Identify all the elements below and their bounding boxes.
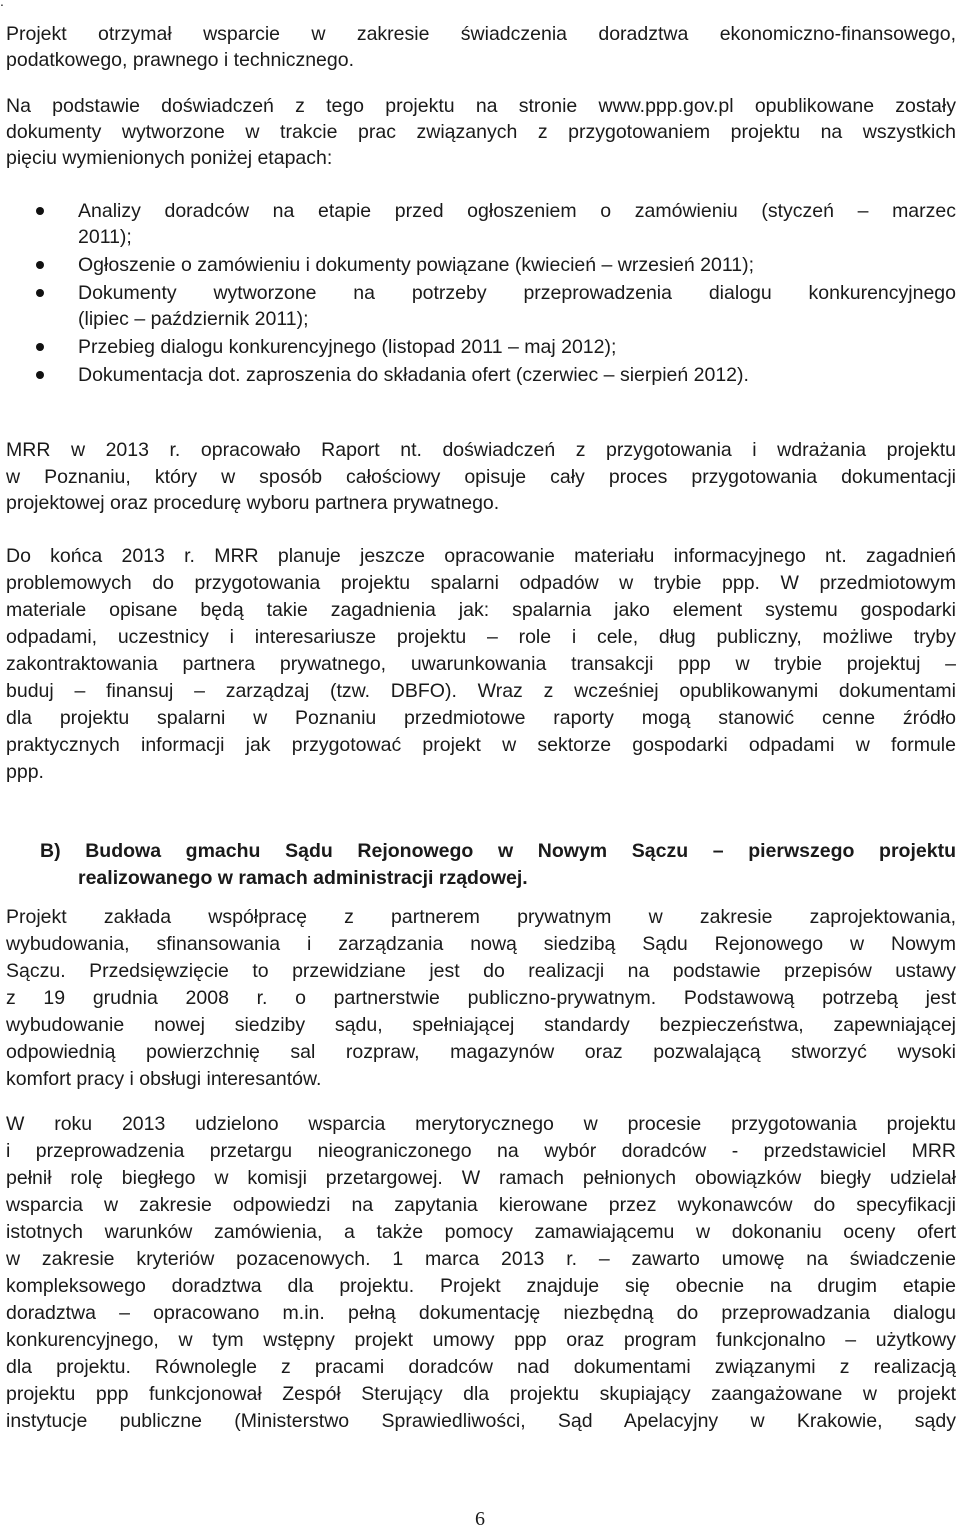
para3-line-1: MRR w 2013 r. opracowało Raport nt. doświadczeń z przygotowania i wdrażania projektu xyxy=(6,439,956,461)
para2-line-2: dokumenty wytworzone w trakcie prac związanych z przygotowaniem projektu na wszystkich xyxy=(6,121,956,143)
bullet-icon xyxy=(36,289,44,297)
para5-line-6: odpowiednią powierzchnię sal rozpraw, magazynów oraz pozwalającą stworzyć wysoki xyxy=(6,1041,956,1063)
para5-line-3: Sączu. Przedsięwzięcie to przewidziane jest do realizacji na podstawie przepisów ustawy xyxy=(6,960,956,982)
para4-line-3: materiale opisane będą takie zagadnienia jak: spalarnia jako element systemu gospodarki xyxy=(6,599,956,621)
list-item: Przebieg dialogu konkurencyjnego (listopad 2011 – maj 2012); xyxy=(78,334,956,360)
bullet-icon xyxy=(36,371,44,379)
para3-line-2: w Poznaniu, który w sposób całościowy opisuje cały proces przygotowania dokumentacji xyxy=(6,466,956,488)
para6-line-5: istotnych warunków zamówienia, a także pomocy zamawiającemu w dokonaniu oceny ofert xyxy=(6,1221,956,1243)
para6-line-11: projektu ppp funkcjonował Zespół Sterujący dla projektu skupiający zaangażowane w projekt xyxy=(6,1383,956,1405)
list-item: Dokumentacja dot. zaproszenia do składania ofert (czerwiec – sierpień 2012). xyxy=(78,362,956,388)
para4-line-9: ppp. xyxy=(6,761,44,783)
para4-line-2: problemowych do przygotowania projektu spalarni odpadów w trybie ppp. W przedmiotowym xyxy=(6,572,956,594)
para5-line-1: Projekt zakłada współpracę z partnerem prywatnym w zakresie zaprojektowania, xyxy=(6,906,956,928)
section-heading-continuation: realizowanego w ramach administracji rządowej. xyxy=(78,867,528,889)
para4-line-7: dla projektu spalarni w Poznaniu przedmiotowe raporty mogą stanowić cenne źródło xyxy=(6,707,956,729)
top-mark: . xyxy=(0,0,4,9)
para6-line-12: instytucje publiczne (Ministerstwo Sprawiedliwości, Sąd Apelacyjny w Krakowie, sądy xyxy=(6,1410,956,1432)
para6-line-9: konkurencyjnego, w tym wstępny projekt umowy ppp oraz program funkcjonalno – użytkowy xyxy=(6,1329,956,1351)
para4-line-4: odpadami, uczestnicy i interesariusze projektu – role i cele, dług publiczny, możliwe tryby xyxy=(6,626,956,648)
para4-line-6: buduj – finansuj – zarządzaj (tzw. DBFO). Wraz z wcześniej opublikowanymi dokumentami xyxy=(6,680,956,702)
para6-line-1: W roku 2013 udzielono wsparcia merytorycznego w procesie przygotowania projektu xyxy=(6,1113,956,1135)
list-item: Dokumenty wytworzone na potrzeby przeprowadzenia dialogu konkurencyjnego xyxy=(78,280,956,306)
para6-line-4: wsparcia w zakresie odpowiedzi na zapytania kierowane przez wykonawców do specyfikacji xyxy=(6,1194,956,1216)
para6-line-2: i przeprowadzenia przetargu nieograniczonego na wybór doradców - przedstawiciel MRR xyxy=(6,1140,956,1162)
para6-line-6: w zakresie kryteriów pozacenowych. 1 marca 2013 r. – zawarto umowę na świadczenie xyxy=(6,1248,956,1270)
list-item-continuation: 2011); xyxy=(78,226,132,248)
para5-line-7: komfort pracy i obsługi interesantów. xyxy=(6,1068,322,1090)
para5-line-5: wybudowanie nowej siedziby sądu, spełniającej standardy bezpieczeństwa, zapewniającej xyxy=(6,1014,956,1036)
list-item-continuation: (lipiec – październik 2011); xyxy=(78,308,309,330)
intro-line-2: podatkowego, prawnego i technicznego. xyxy=(6,49,354,71)
list-item: Analizy doradców na etapie przed ogłoszeniem o zamówieniu (styczeń – marzec xyxy=(78,198,956,224)
para4-line-8: praktycznych informacji jak przygotować projekt w sektorze gospodarki odpadami w formule xyxy=(6,734,956,756)
para5-line-2: wybudowania, sfinansowania i zarządzania nową siedzibą Sądu Rejonowego w Nowym xyxy=(6,933,956,955)
para4-line-5: zakontraktowania partnera prywatnego, uwarunkowania transakcji ppp w trybie projektuj – xyxy=(6,653,956,675)
para6-line-10: dla projektu. Równolegle z pracami doradców nad dokumentami związanymi z realizacją xyxy=(6,1356,956,1378)
bullet-icon xyxy=(36,207,44,215)
para2-line-3: pięciu wymienionych poniżej etapach: xyxy=(6,147,333,169)
list-item: Ogłoszenie o zamówieniu i dokumenty powiązane (kwiecień – wrzesień 2011); xyxy=(78,252,956,278)
para3-line-3: projektowej oraz procedurę wyboru partnera prywatnego. xyxy=(6,492,500,514)
intro-line-1: Projekt otrzymał wsparcie w zakresie świadczenia doradztwa ekonomiczno-finansowego, xyxy=(6,23,956,45)
bullet-icon xyxy=(36,261,44,269)
para6-line-7: kompleksowego doradztwa dla projektu. Projekt znajduje się obecnie na drugim etapie xyxy=(6,1275,956,1297)
bullet-icon xyxy=(36,343,44,351)
para6-line-3: pełnił rolę biegłego w komisji przetargowej. W ramach pełnionych obowiązków biegły udzielał xyxy=(6,1167,956,1189)
para6-line-8: doradztwa – opracowano m.in. pełną dokumentację niezbędną do przeprowadzania dialogu xyxy=(6,1302,956,1324)
section-heading: B) Budowa gmachu Sądu Rejonowego w Nowym Sączu – pierwszego projektu xyxy=(40,840,956,862)
para2-line-1: Na podstawie doświadczeń z tego projektu na stronie www.ppp.gov.pl opublikowane zostały xyxy=(6,95,956,117)
para4-line-1: Do końca 2013 r. MRR planuje jeszcze opracowanie materiału informacyjnego nt. zagadnień xyxy=(6,545,956,567)
page-number: 6 xyxy=(475,1508,485,1530)
para5-line-4: z 19 grudnia 2008 r. o partnerstwie publiczno-prywatnym. Podstawową potrzebą jest xyxy=(6,987,956,1009)
